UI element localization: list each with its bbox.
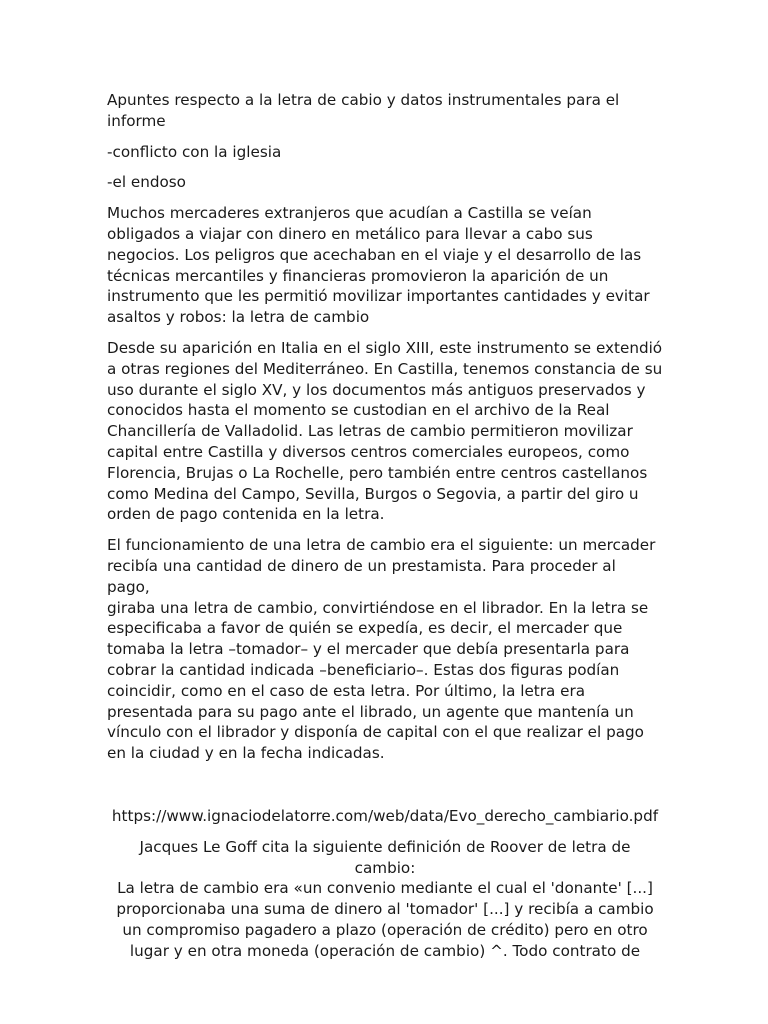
blank-spacer — [107, 774, 663, 806]
quote-paragraph: Jacques Le Goff cita la siguiente definición de Roover de letra de cambio: La letra de cambio era «un convenio mediante el cual el 'donante' [...] proporcionaba una suma de dinero al 'tomador' [...] y recibía a cambio un compromiso pagadero a plazo (operación de crédito) pero en otro lugar y en otra moneda (operación de cambio) ^. Todo contrato de — [116, 837, 654, 960]
paragraph-funcionamiento: El funcionamiento de una letra de cambio era el siguiente: un mercader recibía una cantidad de dinero de un prestamista. Para proceder al pago, giraba una letra de cambio, convirtiéndose en el librador. En la letra se especificaba a favor de quién se expedía, es decir, el mercader que tomaba la letra –tomador– y el mercader que debía presentarla para cobrar la cantidad indicada –beneficiario–. Estas dos figuras podían coincidir, como en el caso de esta letra. Por último, la letra era presentada para su pago ante el librado, un agente que mantenía un vínculo con el librador y disponía de capital con el que realizar el pago en la ciudad y en la fecha indicadas. — [107, 536, 656, 763]
document-heading: Apuntes respecto a la letra de cabio y datos instrumentales para el informe — [107, 91, 620, 130]
paragraph-origen: Desde su aparición en Italia en el siglo XIII, este instrumento se extendió a otras regiones del Mediterráneo. En Castilla, tenemos constancia de su uso durante el siglo XV, y los documentos más antiguos preservados y conocidos hasta el momento se custodian en el archivo de la Real Chancillería de Valladolid. Las letras de cambio permitieron movilizar capital entre Castilla y diversos centros comerciales europeos, como Florencia, Brujas o La Rochelle, pero también entre centros castellanos como Medina del Campo, Sevilla, Burgos o Segovia, a partir del giro u orden de pago contenida en la letra. — [107, 338, 663, 524]
document-body — [107, 90, 663, 971]
bullet-item-conflicto: -conflicto con la iglesia — [107, 142, 282, 161]
reference-link[interactable]: https://www.ignaciodelatorre.com/web/data/Evo_derecho_cambiario.pdf — [111, 806, 659, 825]
paragraph-mercaderes: Muchos mercaderes extranjeros que acudían a Castilla se veían obligados a viajar con dinero en metálico para llevar a cabo sus negocios. Los peligros que acechaban en el viaje y el desarrollo de las técnicas mercantiles y financieras promovieron la aparición de un instrumento que les permitió movilizar importantes cantidades y evitar asaltos y robos: la letra de cambio — [107, 204, 650, 327]
bullet-item-endoso: -el endoso — [107, 173, 186, 192]
